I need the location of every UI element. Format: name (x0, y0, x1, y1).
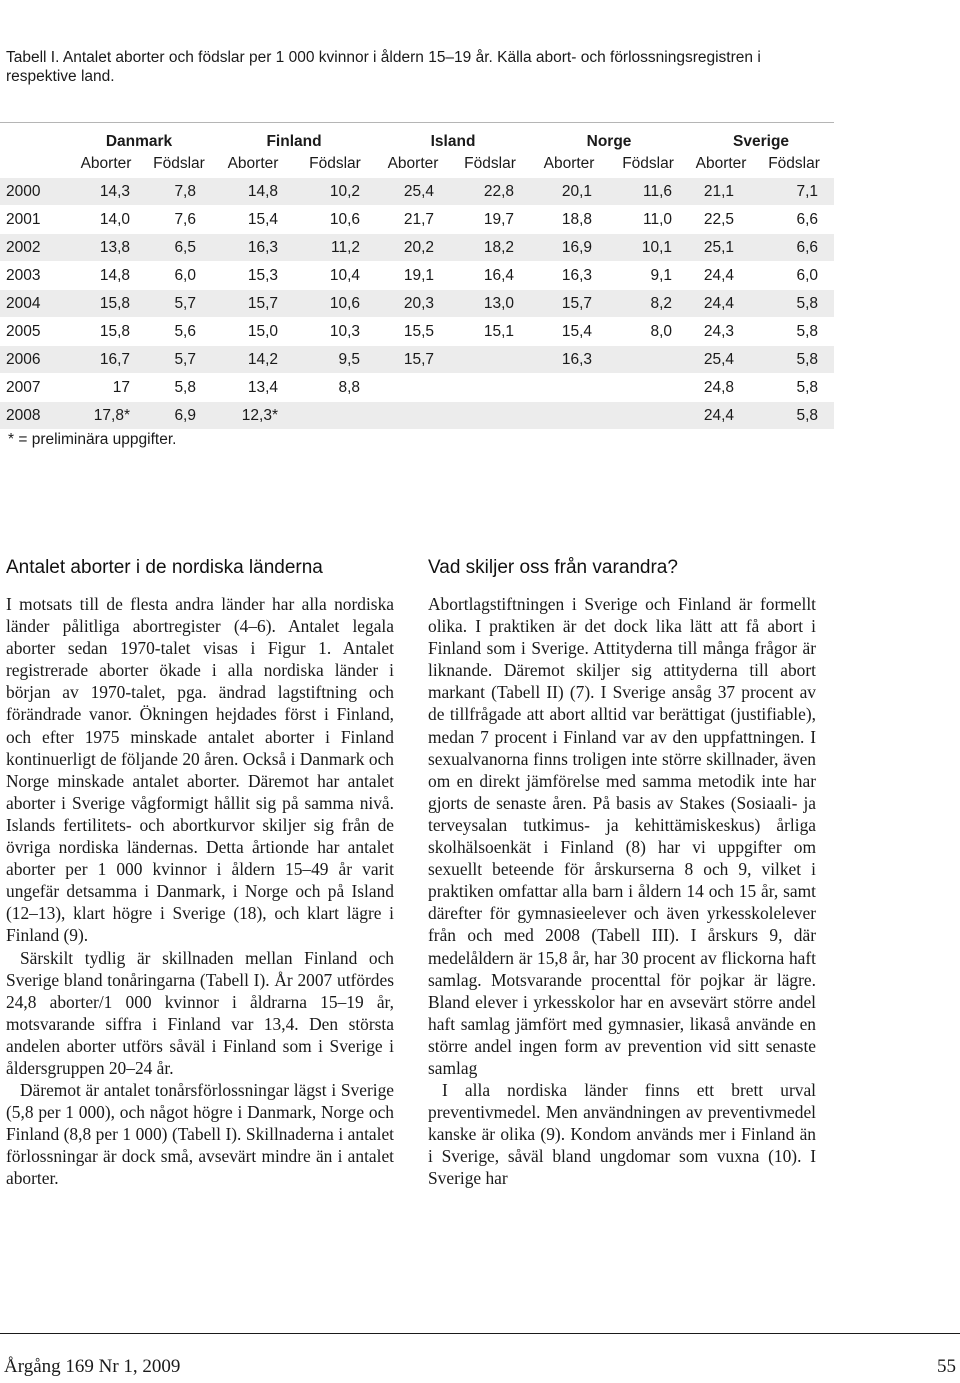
value-cell (608, 402, 688, 430)
sub-header: Födslar (153, 155, 205, 172)
value-cell: 9,5 (294, 346, 376, 374)
journal-issue: Årgång 169 Nr 1, 2009 (4, 1356, 181, 1377)
table-row (0, 346, 834, 374)
body-paragraph: Särskilt tydlig är skillnaden mellan Finland och Sverige bland tonåringarna (Tabell I). År 2007 utfördes 24,8 aborter/1 000 kvinnor i åldrarna 15–19 år, motsvarande siffra i Finland var 13,4. Den största andelen aborter utförs såväl i Finland som i Sverige i åldersgruppen 20–24 år. (6, 947, 394, 1078)
value-cell (376, 402, 450, 430)
value-cell: 24,8 (688, 374, 754, 402)
sub-header: Födslar (622, 155, 674, 172)
value-cell (608, 346, 688, 374)
value-cell: 20,3 (376, 290, 450, 318)
value-cell: 6,0 (146, 262, 212, 290)
value-cell: 6,0 (754, 262, 834, 290)
value-cell: 25,1 (688, 234, 754, 262)
abortion-birth-table (0, 122, 834, 429)
value-cell: 20,2 (376, 234, 450, 262)
table-row (0, 318, 834, 346)
body-paragraph: I alla nordiska länder finns ett brett urval preventivmedel. Men användningen av preventivmedel kanske är olika (9). Kondom används mer i Finland än i Sverige, såväl bland ungdomar som vuxna (10). I Sverige har (428, 1080, 816, 1189)
body-paragraph: I motsats till de flesta andra länder har alla nordiska länder pålitliga abortregister (4–6). Antalet legala aborter sedan 1970-talet visas i Figur 1. Antalet registrerade aborter ökade i alla nordiska länder i början av 1970-talet, pga. ändrad lagstiftning och förändrade vanor. Ökningen hejdades först i Finland, och efter 1975 minskade antalet aborter i Finland kontinuerligt de följande 20 åren. Också i Danmark och Norge minskade antalet aborter. Däremot har antalet aborter i Sverige vågformigt hållit sig på samma nivå. Islands fertilitets- och abortkurvor skiljer sig från de övriga nordiska ländernas. Detta årtionde har antalet aborter per 1 000 kvinnor i åldern 15–49 år varit ungefär detsamma i Danmark, i Norge och på Island (12–13), klart högre i Sverige (18), och klart lägre i Finland (9). (6, 594, 394, 946)
value-cell: 15,8 (66, 290, 146, 318)
value-cell: 16,9 (530, 234, 608, 262)
table-row (0, 234, 834, 262)
body-paragraph: Däremot är antalet tonårsförlossningar lägst i Sverige (5,8 per 1 000), och något högre i Danmark, Norge och Finland (8,8 per 1 000) (Tabell I). Skillnaderna i antalet förlossningar är dock små, avsevärt mindre än i antalet aborter. (6, 1080, 394, 1189)
table-row (0, 178, 834, 206)
table-row (0, 206, 834, 234)
body-paragraph: Abortlagstiftningen i Sverige och Finland är formellt olika. I praktiken är det dock lika lätt att få abort i Finland som i Sverige. Attityderna till många frågor är liknande. Däremot skiljer sig attityderna till abort markant (Tabell II) (7). I Sverige ansåg 37 procent av de tillfrågade att abort alltid var berättigat (justifiable), medan 7 procent i Finland var av den uppfattningen. I sexualvanorna finns troligen inte större skillnader, även om en direkt jämförelse med samma metodik inte har gjorts de senaste åren. På basis av Stakes (Sosiaali- ja terveysalan tutkimus- ja kehittämiskeskus) årliga skolhälsoenkät i Finland (8) har vi uppgifter om sexuellt beteende för årskurserna 8 och 9, vilket i praktiken omfattar alla barn i åldern 14 och 15 år, samt därefter för gymnasieelever och även yrkesskolelever från och med 2008 (Tabell III). I årskurs 9, där medelåldern är 15,8 år, har 30 procent av flickorna haft samlag. Motsvarande procenttal för pojkar är lägre. Bland elever i yrkesskolor har en avsevärt större andel haft samlag jämfört med gymnasier, likaså använde en större andel ingen form av prevention vid sitt senaste samlag (428, 594, 816, 1078)
value-cell: 15,7 (212, 290, 294, 318)
value-cell: 7,1 (754, 178, 834, 206)
value-cell: 13,4 (212, 374, 294, 402)
table-row (0, 290, 834, 318)
country-header: Sverige (688, 123, 834, 152)
country-header: Norge (530, 123, 688, 152)
table-row (0, 262, 834, 290)
value-cell: 17,8* (66, 402, 146, 430)
year-cell: 2004 (0, 290, 66, 318)
value-cell: 11,0 (608, 206, 688, 234)
value-cell: 25,4 (376, 178, 450, 206)
value-cell: 24,4 (688, 290, 754, 318)
value-cell: 15,8 (66, 318, 146, 346)
value-cell: 8,2 (608, 290, 688, 318)
value-cell: 16,3 (530, 262, 608, 290)
sub-header: Aborter (387, 155, 439, 172)
year-cell: 2002 (0, 234, 66, 262)
table-footnote: * = preliminära uppgifter. (8, 431, 177, 448)
value-cell (294, 402, 376, 430)
value-cell (450, 346, 530, 374)
value-cell: 16,7 (66, 346, 146, 374)
value-cell: 7,6 (146, 206, 212, 234)
sub-header: Aborter (227, 155, 279, 172)
value-cell (450, 402, 530, 430)
country-header: Island (376, 123, 530, 152)
value-cell: 15,7 (376, 346, 450, 374)
value-cell: 24,4 (688, 262, 754, 290)
value-cell: 15,3 (212, 262, 294, 290)
section-heading: Antalet aborter i de nordiska länderna (6, 557, 323, 578)
section-heading: Vad skiljer oss från varandra? (428, 557, 678, 578)
value-cell: 16,3 (530, 346, 608, 374)
value-cell: 15,4 (212, 206, 294, 234)
value-cell (376, 374, 450, 402)
value-cell: 16,3 (212, 234, 294, 262)
value-cell: 12,3* (212, 402, 294, 430)
value-cell: 10,4 (294, 262, 376, 290)
value-cell: 5,8 (754, 374, 834, 402)
page-number: 55 (937, 1356, 956, 1377)
sub-header: Aborter (543, 155, 595, 172)
value-cell: 10,1 (608, 234, 688, 262)
sub-header: Födslar (768, 155, 820, 172)
sub-header-row (0, 151, 834, 178)
value-cell (608, 374, 688, 402)
value-cell (530, 374, 608, 402)
value-cell: 13,0 (450, 290, 530, 318)
left-column (6, 557, 394, 1190)
value-cell: 13,8 (66, 234, 146, 262)
value-cell: 15,1 (450, 318, 530, 346)
value-cell: 5,8 (754, 290, 834, 318)
value-cell: 9,1 (608, 262, 688, 290)
value-cell: 25,4 (688, 346, 754, 374)
value-cell: 5,8 (754, 318, 834, 346)
value-cell: 21,1 (688, 178, 754, 206)
country-header-row (0, 123, 834, 152)
value-cell: 6,6 (754, 234, 834, 262)
value-cell: 20,1 (530, 178, 608, 206)
value-cell: 5,8 (754, 346, 834, 374)
value-cell: 10,3 (294, 318, 376, 346)
value-cell: 6,5 (146, 234, 212, 262)
value-cell: 5,6 (146, 318, 212, 346)
value-cell: 8,0 (608, 318, 688, 346)
value-cell: 24,4 (688, 402, 754, 430)
sub-header: Aborter (80, 155, 132, 172)
sub-header: Födslar (309, 155, 361, 172)
value-cell: 21,7 (376, 206, 450, 234)
value-cell: 14,3 (66, 178, 146, 206)
value-cell: 22,5 (688, 206, 754, 234)
table-row (0, 374, 834, 402)
value-cell: 17 (66, 374, 146, 402)
year-cell: 2007 (0, 374, 66, 402)
value-cell (450, 374, 530, 402)
sub-header: Födslar (464, 155, 516, 172)
value-cell: 24,3 (688, 318, 754, 346)
value-cell: 14,2 (212, 346, 294, 374)
value-cell: 7,8 (146, 178, 212, 206)
year-cell: 2008 (0, 402, 66, 430)
value-cell: 14,8 (66, 262, 146, 290)
value-cell (530, 402, 608, 430)
table-row (0, 402, 834, 430)
value-cell: 10,2 (294, 178, 376, 206)
year-cell: 2001 (0, 206, 66, 234)
value-cell: 5,7 (146, 290, 212, 318)
right-column (428, 557, 816, 1190)
value-cell: 5,8 (754, 402, 834, 430)
country-header: Danmark (66, 123, 212, 152)
value-cell: 14,0 (66, 206, 146, 234)
year-cell: 2006 (0, 346, 66, 374)
value-cell: 16,4 (450, 262, 530, 290)
year-cell: 2005 (0, 318, 66, 346)
value-cell: 15,0 (212, 318, 294, 346)
value-cell: 10,6 (294, 206, 376, 234)
table-caption: Tabell I. Antalet aborter och födslar per 1 000 kvinnor i åldern 15–19 år. Källa abort- och förlossningsregistren i respektive land. (6, 49, 761, 85)
value-cell: 19,7 (450, 206, 530, 234)
value-cell: 14,8 (212, 178, 294, 206)
footer-divider (0, 1333, 960, 1334)
value-cell: 18,2 (450, 234, 530, 262)
value-cell: 15,4 (530, 318, 608, 346)
value-cell: 5,7 (146, 346, 212, 374)
value-cell: 8,8 (294, 374, 376, 402)
value-cell: 22,8 (450, 178, 530, 206)
value-cell: 11,2 (294, 234, 376, 262)
value-cell: 15,5 (376, 318, 450, 346)
value-cell: 6,6 (754, 206, 834, 234)
year-cell: 2000 (0, 178, 66, 206)
value-cell: 11,6 (608, 178, 688, 206)
year-cell: 2003 (0, 262, 66, 290)
value-cell: 5,8 (146, 374, 212, 402)
sub-header: Aborter (695, 155, 747, 172)
value-cell: 6,9 (146, 402, 212, 430)
value-cell: 15,7 (530, 290, 608, 318)
value-cell: 18,8 (530, 206, 608, 234)
country-header: Finland (212, 123, 376, 152)
value-cell: 10,6 (294, 290, 376, 318)
value-cell: 19,1 (376, 262, 450, 290)
